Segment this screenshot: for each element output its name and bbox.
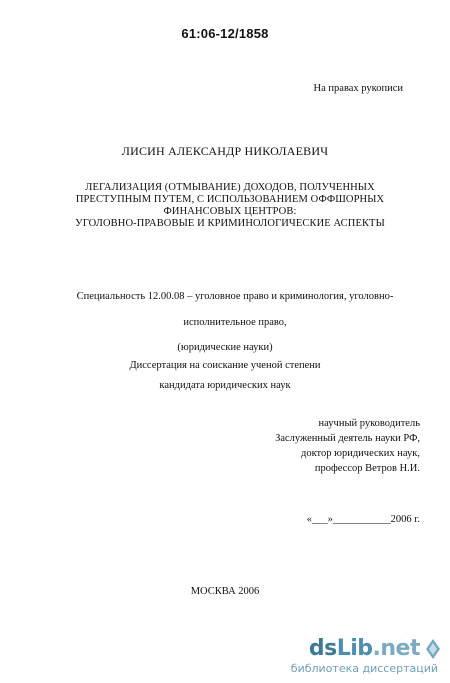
dslib-diamond-icon [424,638,442,660]
dissertation-degree-line: кандидата юридических наук [159,380,291,391]
author-name: ЛИСИН АЛЕКСАНДР НИКОЛАЕВИЧ [121,144,329,158]
dslib-watermark [262,636,442,676]
city-year: МОСКВА 2006 [190,586,260,597]
supervisor-line: научный руководитель [318,418,420,429]
logo-ds: ds [308,636,337,661]
title-line: ЛЕГАЛИЗАЦИЯ (ОТМЫВАНИЕ) ДОХОДОВ, ПОЛУЧЕННЫХ [85,182,375,193]
supervisor-line: профессор Ветров Н.И. [314,463,420,474]
logo-net: .net [372,636,420,661]
science-field: (юридические науки) [177,342,273,353]
dissertation-degree-line: Диссертация на соискание ученой степени [129,360,321,371]
date-line: «___»___________2006 г. [306,514,420,525]
specialty-line: исполнительное право, [183,317,287,328]
title-line: ФИНАНСОВЫХ ЦЕНТРОВ: [163,206,297,217]
supervisor-block [275,416,420,476]
dissertation-title [60,182,400,230]
specialty-line: Специальность 12.00.08 – уголовное право и криминология, уголовно- [76,291,394,302]
specialty [40,284,430,336]
title-line: УГОЛОВНО-ПРАВОВЫЕ И КРИМИНОЛОГИЧЕСКИЕ АСПЕКТЫ [75,218,385,229]
rights-note: На правах рукописи [313,83,403,94]
title-line: ПРЕСТУПНЫМ ПУТЕМ, С ИСПОЛЬЗОВАНИЕМ ОФФШОРНЫХ [75,194,385,205]
registry-code: 61:06-12/1858 [181,26,269,41]
dslib-subtitle: библиотека диссертаций [290,662,438,675]
supervisor-line: Заслуженный деятель науки РФ, [275,433,420,444]
logo-lib: Lib [336,636,373,661]
dslib-logo [309,636,420,661]
supervisor-line: доктор юридических наук, [301,448,420,459]
